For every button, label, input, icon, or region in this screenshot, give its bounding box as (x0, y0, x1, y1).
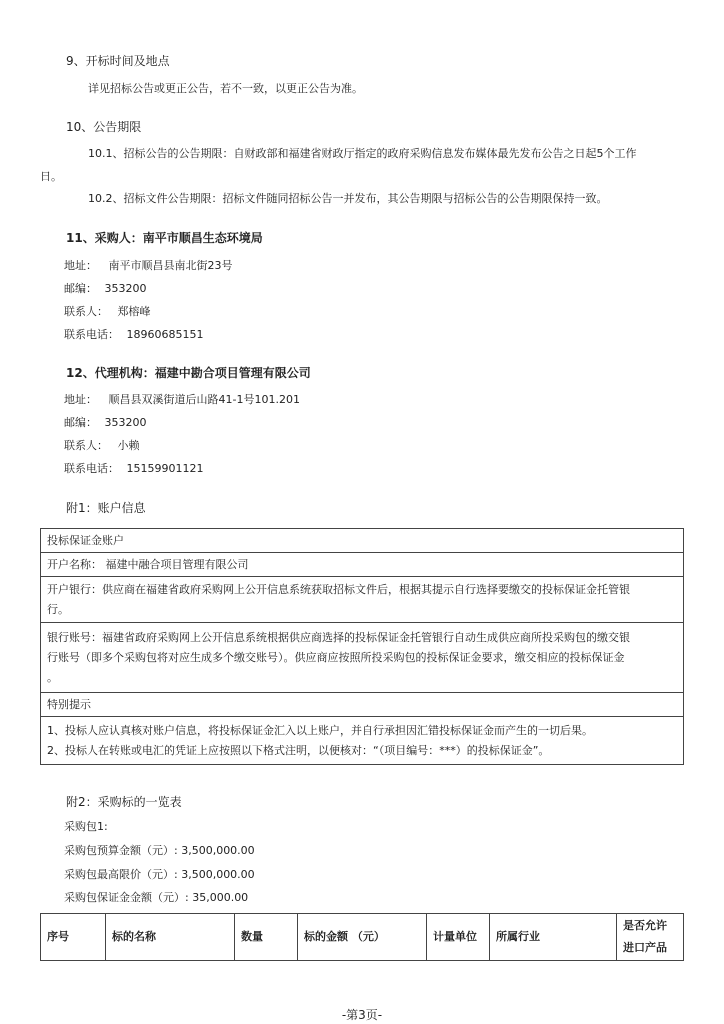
agency-address-label: 地址： (64, 393, 97, 406)
package-label: 采购包1: (64, 820, 108, 833)
section-9-text: 详见招标公告或更正公告，若不一致，以更正公告为准。 (88, 82, 363, 95)
table-row (41, 577, 684, 623)
col-unit: 计量单位 (427, 914, 490, 961)
agency-zip-label: 邮编： (64, 416, 97, 429)
purchaser-phone-label: 联系电话： (64, 328, 119, 341)
package-budget: 采购包预算金额（元）: 3,500,000.00 (64, 844, 255, 857)
table-row (41, 529, 684, 553)
section-10-p1-line2: 日。 (40, 170, 62, 183)
col-import (617, 914, 684, 961)
agency-phone-value: 15159901121 (126, 462, 204, 475)
table-row (41, 553, 684, 577)
agency-zip-value: 353200 (104, 416, 147, 429)
purchaser-address (64, 257, 233, 273)
agency-contact-value: 小赖 (117, 439, 140, 452)
col-item-name: 标的名称 (106, 914, 235, 961)
account-info-table (40, 528, 684, 765)
purchaser-phone-value: 18960685151 (126, 328, 204, 341)
notice-content-cell (41, 717, 684, 765)
agency-address-value: 顺昌县双溪街道后山路41-1号101.201 (108, 393, 300, 406)
attachment-1-heading: 附1：账户信息 (66, 501, 146, 515)
section-11-heading: 11、采购人：南平市顺昌生态环境局 (66, 231, 263, 245)
agency-phone-label: 联系电话： (64, 462, 119, 475)
purchaser-contact (64, 303, 151, 319)
agency-zip (64, 414, 147, 430)
items-table (40, 913, 684, 961)
col-industry: 所属行业 (490, 914, 617, 961)
account-name-cell: 开户名称： 福建中融合项目管理有限公司 (41, 553, 684, 577)
section-10-heading: 10、公告期限 (66, 120, 142, 134)
package-deposit: 采购包保证金金额（元）: 35,000.00 (64, 891, 249, 904)
table-header-row (41, 914, 684, 961)
account-number-line-1: 银行账号：福建省政府采购网上公开信息系统根据供应商选择的投标保证金托管银行自动生成供应商所投采购包的缴交银 (47, 630, 630, 644)
col-import-line-2: 进口产品 (623, 941, 667, 954)
agency-contact-label: 联系人： (64, 439, 108, 452)
col-quantity: 数量 (235, 914, 298, 961)
section-10-p2: 10.2、招标文件公告期限：招标文件随同招标公告一并发布，其公告期限与招标公告的公告期限保持一致。 (88, 192, 608, 205)
bank-line-2: 行。 (47, 602, 69, 616)
purchaser-address-label: 地址： (64, 259, 97, 272)
attachment-2-heading: 附2：采购标的一览表 (66, 795, 182, 809)
purchaser-contact-value: 郑榕峰 (117, 305, 151, 318)
purchaser-zip-label: 邮编： (64, 282, 97, 295)
section-9-heading: 9、开标时间及地点 (66, 54, 170, 68)
agency-address (64, 391, 300, 407)
purchaser-phone (64, 326, 203, 342)
package-max-price: 采购包最高限价（元）: 3,500,000.00 (64, 868, 255, 881)
section-10-p1-line1: 10.1、招标公告的公告期限：自财政部和福建省财政厅指定的政府采购信息发布媒体最先发布公告之日起5个工作 (88, 147, 637, 160)
table-row (41, 717, 684, 765)
purchaser-zip (64, 280, 147, 296)
agency-phone (64, 460, 203, 476)
agency-contact (64, 437, 140, 453)
col-import-line-1: 是否允许 (623, 919, 667, 932)
purchaser-zip-value: 353200 (104, 282, 147, 295)
account-number-line-3: 。 (47, 670, 58, 684)
purchaser-address-value: 南平市顺昌县南北街23号 (108, 259, 233, 272)
col-amount: 标的金额 （元） (298, 914, 427, 961)
section-12-heading: 12、代理机构：福建中勘合项目管理有限公司 (66, 366, 311, 380)
account-number-line-2: 行账号（即多个采购包将对应生成多个缴交账号）。供应商应按照所投采购包的投标保证金要求，缴交相应的投标保证金 (47, 650, 625, 664)
bank-cell (41, 577, 684, 623)
account-number-cell (41, 623, 684, 693)
page-number: -第3页- (341, 1008, 383, 1022)
table-row (41, 623, 684, 693)
purchaser-contact-label: 联系人： (64, 305, 108, 318)
col-index: 序号 (41, 914, 106, 961)
account-title-cell: 投标保证金账户 (41, 529, 684, 553)
bank-line-1: 开户银行：供应商在福建省政府采购网上公开信息系统获取招标文件后，根据其提示自行选择要缴交的投标保证金托管银 (47, 582, 630, 596)
notice-line-1: 1、投标人应认真核对账户信息，将投标保证金汇入以上账户，并自行承担因汇错投标保证金而产生的一切后果。 (47, 723, 593, 737)
notice-line-2: 2、投标人在转账或电汇的凭证上应按照以下格式注明，以便核对：“（项目编号：***）的投标保证金”。 (47, 743, 550, 757)
table-row (41, 693, 684, 717)
special-notice-cell: 特别提示 (41, 693, 684, 717)
